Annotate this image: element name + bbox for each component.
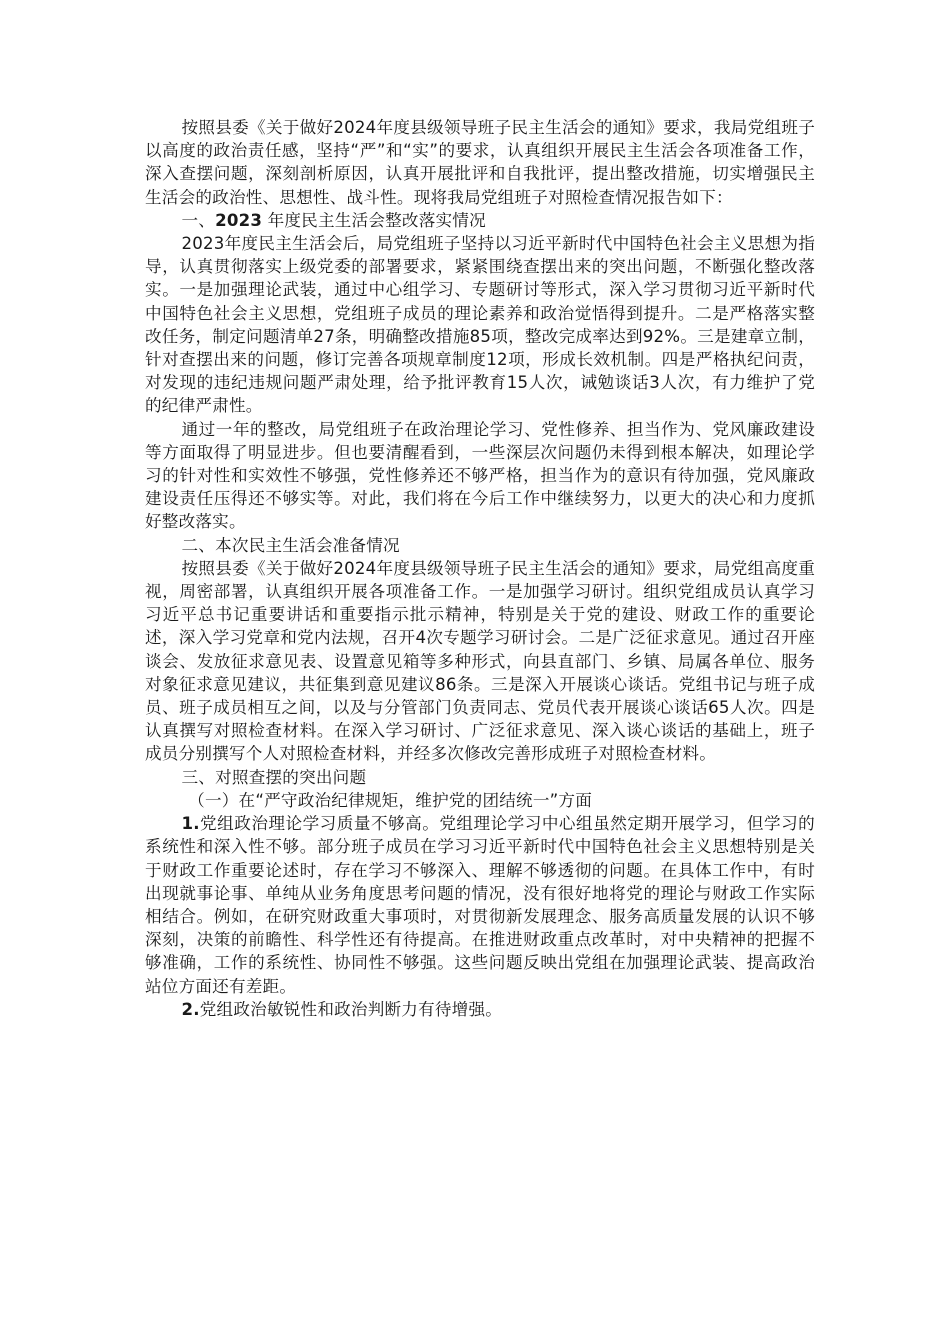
item-1-number: 1. xyxy=(181,814,200,834)
intro-paragraph: 按照县委《关于做好2024年度县级领导班子民主生活会的通知》要求，我局党组班子以高度的政治责任感，坚持“严”和“实”的要求，认真组织开展民主生活会各项准备工作，深入查摆问题，深刻剖析原因，认真开展批评和自我批评，提出整改措施，切实增强民主生活会的政治性、思想性、战斗性。现将我局党组班子对照检查情况报告如下： xyxy=(145,118,815,207)
item-2-paragraph xyxy=(145,998,815,1021)
item-2-number: 2. xyxy=(181,999,200,1019)
section-1-heading-prefix: 一、 xyxy=(181,210,216,230)
item-1-paragraph xyxy=(145,812,815,998)
item-1-title: 党组政治理论学习质量不够高。 xyxy=(199,814,440,834)
section-1-heading-rest: 年度民主生活会整改落实情况 xyxy=(267,210,486,230)
item-2-title: 党组政治敏锐性和政治判断力有待增强。 xyxy=(199,999,503,1019)
section-1-heading xyxy=(145,209,815,232)
section-3-heading: 三、对照查摆的突出问题 xyxy=(181,767,367,787)
section-1-paragraph-2: 通过一年的整改，局党组班子在政治理论学习、党性修养、担当作为、党风廉政建设等方面取得了明显进步。但也要清醒看到，一些深层次问题仍未得到根本解决，如理论学习的针对性和实效性不够强，党性修养还不够严格，担当作为的意识有待加强，党风廉政建设责任压得还不够实等。对此，我们将在今后工作中继续努力，以更大的决心和力度抓好整改落实。 xyxy=(145,419,815,532)
section-3-subheading: （一）在“严守政治纪律规矩，维护党的团结统一”方面 xyxy=(188,790,593,810)
section-2-heading: 二、本次民主生活会准备情况 xyxy=(181,535,400,555)
section-1-paragraph-1: 2023年度民主生活会后，局党组班子坚持以习近平新时代中国特色社会主义思想为指导，认真贯彻落实上级党委的部署要求，紧紧围绕查摆出来的突出问题，不断强化整改落实。一是加强理论武装，通过中心组学习、专题研讨等形式，深入学习贯彻习近平新时代中国特色社会主义思想，党组班子成员的理论素养和政治觉悟得到提升。二是严格落实整改任务，制定问题清单27条，明确整改措施85项，整改完成率达到92%。三是建章立制，针对查摆出来的问题，修订完善各项规章制度12项，形成长效机制。四是严格执纪问责，对发现的违纪违规问题严肃处理，给予批评教育15人次，诫勉谈话3人次，有力维护了党的纪律严肃性。 xyxy=(145,234,815,416)
document-page xyxy=(145,116,815,1021)
section-2-paragraph-1: 按照县委《关于做好2024年度县级领导班子民主生活会的通知》要求，局党组高度重视，周密部署，认真组织开展各项准备工作。一是加强学习研讨。组织党组成员认真学习习近平总书记重要讲话和重要指示批示精神，特别是关于党的建设、财政工作的重要论述，深入学习党章和党内法规，召开4次专题学习研讨会。二是广泛征求意见。通过召开座谈会、发放征求意见表、设置意见箱等多种形式，向县直部门、乡镇、局属各单位、服务对象征求意见建议，共征集到意见建议86条。三是深入开展谈心谈话。党组书记与班子成员、班子成员相互之间，以及与分管部门负责同志、党员代表开展谈心谈话65人次。四是认真撰写对照检查材料。在深入学习研讨、广泛征求意见、深入谈心谈话的基础上，班子成员分别撰写个人对照检查材料，并经多次修改完善形成班子对照检查材料。 xyxy=(145,558,815,764)
item-1-body: 党组理论学习中心组虽然定期开展学习，但学习的系统性和深入性不够。部分班子成员在学习习近平新时代中国特色社会主义思想特别是关于财政工作重要论述时，存在学习不够深入、理解不够透彻的问题。在具体工作中，有时出现就事论事、单纯从业务角度思考问题的情况，没有很好地将党的理论与财政工作实际相结合。例如，在研究财政重大事项时，对贯彻新发展理念、服务高质量发展的认识不够深刻，决策的前瞻性、科学性还有待提高。在推进财政重点改革时，对中央精神的把握不够准确，工作的系统性、协同性不够强。这些问题反映出党组在加强理论武装、提高政治站位方面还有差距。 xyxy=(145,814,815,996)
section-1-heading-year: 2023 xyxy=(215,210,263,230)
